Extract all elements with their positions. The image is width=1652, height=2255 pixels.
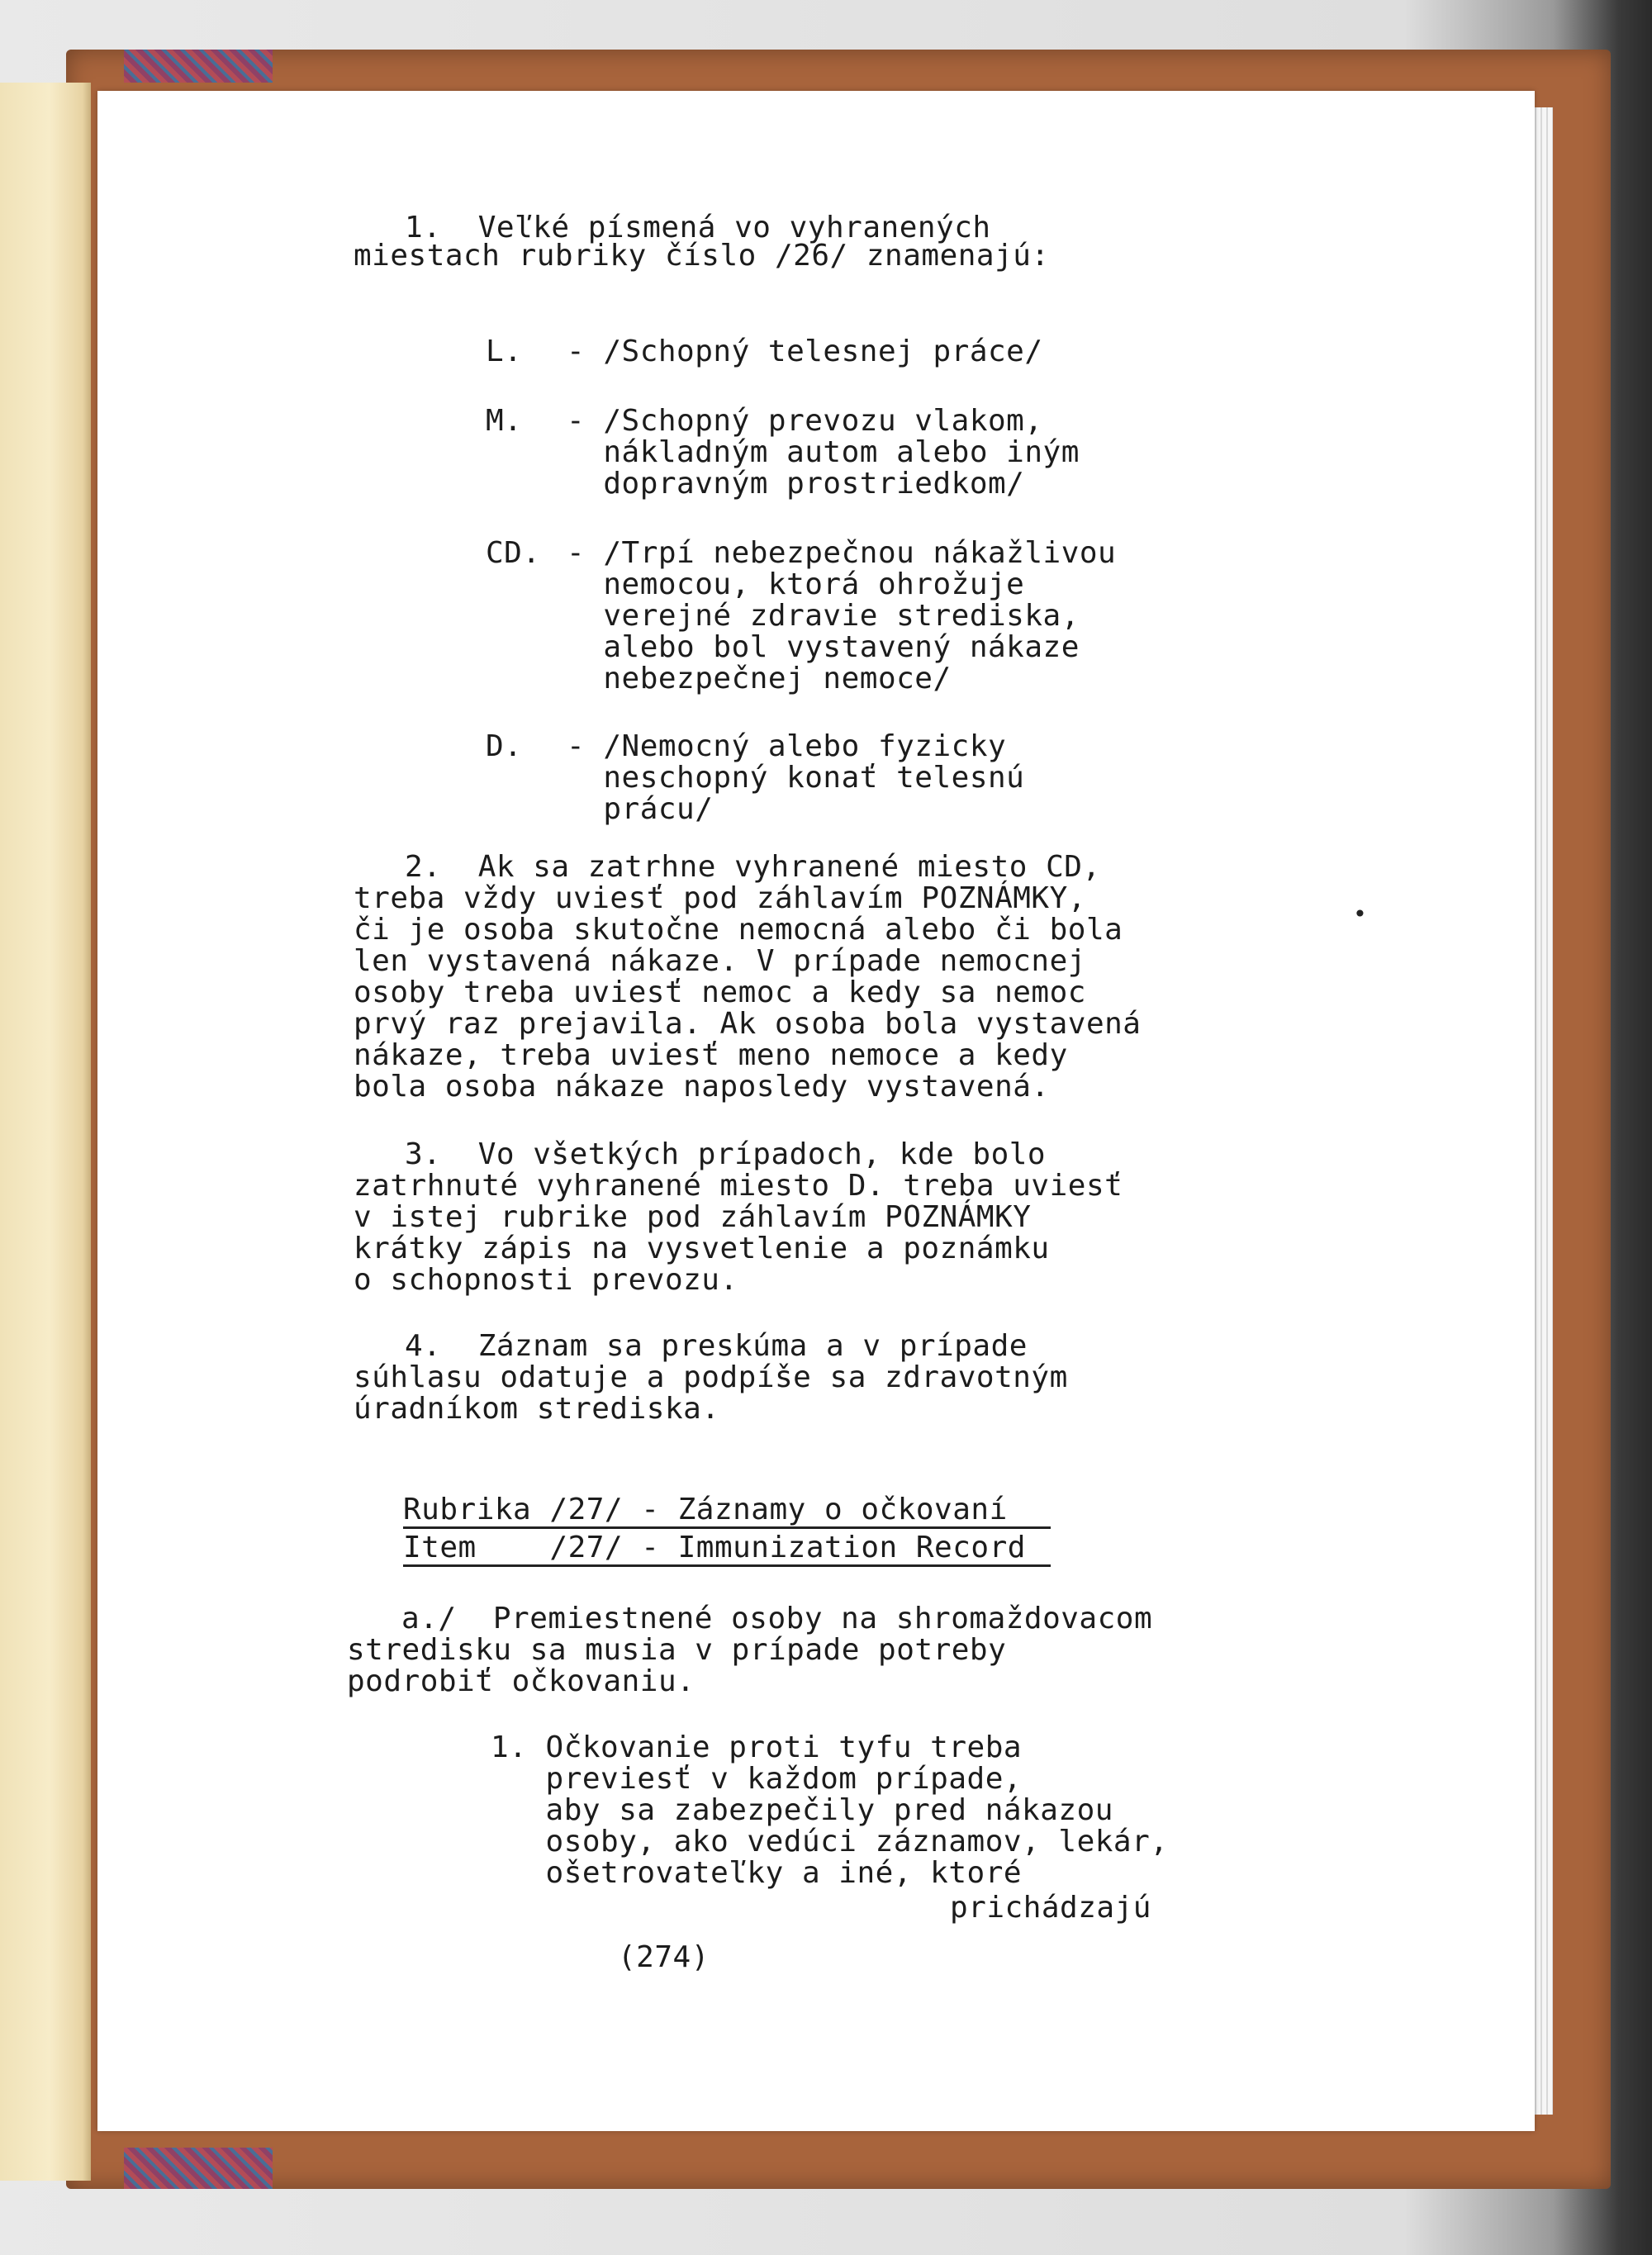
code-m-line-2: nákladným autom alebo iným [567,435,1080,469]
heading-underline-1 [403,1526,1051,1529]
para2-line-1: 2. Ak sa zatrhne vyhranené miesto CD, [405,850,1101,884]
para-a1-line-3: aby sa zabezpečily pred nákazou [491,1793,1113,1827]
para2-line-3: či je osoba skutočne nemocná alebo či bola [354,913,1123,947]
para3-line-1: 3. Vo všetkých prípadoch, kde bolo [405,1137,1047,1171]
para4-line-1: 4. Záznam sa preskúma a v prípade [405,1329,1028,1363]
code-l-line-1: - /Schopný telesnej práce/ [567,335,1043,368]
para-a1-line-2: previesť v každom prípade, [491,1762,1023,1796]
heading-slovak: Rubrika /27/ - Záznamy o očkovaní [403,1493,1008,1526]
code-cd-line-4: alebo bol vystavený nákaze [567,630,1080,664]
para3-line-5: o schopnosti prevozu. [354,1263,738,1297]
code-d-line-1: - /Nemocný alebo fyzicky [567,729,1007,763]
para2-line-2: treba vždy uviesť pod záhlavím POZNÁMKY, [354,881,1086,915]
binding-cloth-top [124,50,273,83]
code-m-line-1: - /Schopný prevozu vlakom, [567,404,1043,438]
stray-mark: • [1353,900,1367,928]
heading-underline-2 [403,1564,1051,1567]
code-label-l: L. [486,335,523,368]
para-a1-line-4: osoby, ako vedúci záznamov, lekár, [491,1825,1169,1859]
para2-line-7: nákaze, treba uviesť meno nemoce a kedy [354,1038,1068,1072]
catchword: prichádzajú [950,1891,1151,1925]
code-cd-line-3: verejné zdravie strediska, [567,599,1080,633]
document-page [97,91,1535,2131]
code-d-line-2: neschopný konať telesnú [567,761,1025,795]
code-m-line-3: dopravným prostriedkom/ [567,467,1025,501]
para4-line-3: úradníkom strediska. [354,1392,720,1426]
binding-cloth-bottom [124,2148,273,2189]
para2-line-4: len vystavená nákaze. V prípade nemocnej [354,944,1086,978]
para2-line-8: bola osoba nákaze naposledy vystavená. [354,1070,1050,1104]
code-cd-line-1: - /Trpí nebezpečnou nákažlivou [567,536,1117,570]
para-a1-line-5: ošetrovateľky a iné, ktoré [491,1856,1023,1890]
intro-line-1: 1. Veľké písmená vo vyhranených [405,211,991,244]
code-cd-line-5: nebezpečnej nemoce/ [567,662,952,695]
para-a1-line-1: 1. Očkovanie proti tyfu treba [491,1730,1023,1764]
code-label-d: D. [486,729,523,763]
para3-line-4: krátky zápis na vysvetlenie a poznámku [354,1232,1050,1265]
code-cd-line-2: nemocou, ktorá ohrožuje [567,567,1025,601]
code-label-cd: CD. [486,536,541,570]
page-number: (274) [618,1940,710,1974]
para-a-line-2: stredisku sa musia v prípade potreby [347,1633,1007,1667]
para2-line-6: prvý raz prejavila. Ak osoba bola vystavená [354,1007,1142,1041]
para4-line-2: súhlasu odatuje a podpíše sa zdravotným [354,1360,1068,1394]
heading-english: Item /27/ - Immunization Record [403,1531,1026,1564]
para2-line-5: osoby treba uviesť nemoc a kedy sa nemoc [354,976,1086,1009]
intro-line-2: miestach rubriky číslo /26/ znamenajú: [354,239,1050,273]
para-a-line-1: a./ Premiestnené osoby na shromaždovacom [401,1602,1153,1635]
para3-line-2: zatrhnuté vyhranené miesto D. treba uviesť [354,1169,1123,1203]
facing-page-edge [0,83,91,2181]
para-a-line-3: podrobiť očkovaniu. [347,1664,695,1698]
code-label-m: M. [486,404,523,438]
code-d-line-3: prácu/ [567,792,714,826]
para3-line-3: v istej rubrike pod záhlavím POZNÁMKY [354,1200,1032,1234]
